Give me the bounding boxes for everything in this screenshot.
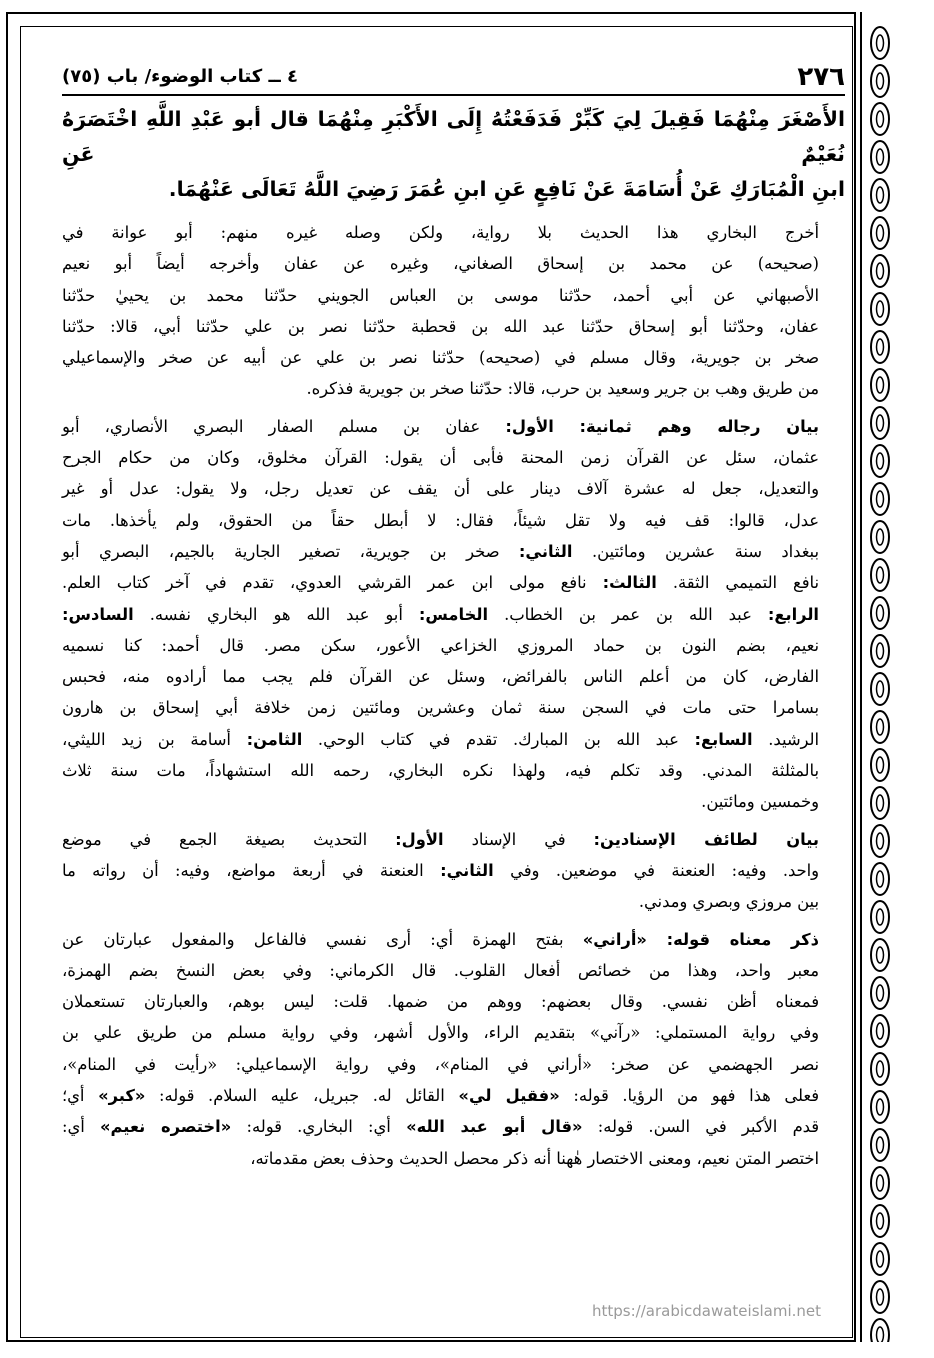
ornament-link bbox=[871, 863, 889, 895]
commentary-body bbox=[62, 217, 845, 1174]
text-run: والتعديل، جعل له عشرة آلاف دينار على أن يقف عن تعديل رجل، ولا يقول: عدل أو غير bbox=[62, 479, 819, 499]
ornament-link bbox=[871, 407, 889, 439]
text-run: عثمان، سئل عن القرآن زمن المحنة فأبى أن يقول: القرآن مخلوق، وكان من حكام الجرح bbox=[62, 448, 819, 468]
text-run: بالمثلثة المدني. وقد تكلم فيه، ولهذا نكره البخاري، رحمه الله استشهاداً، مات سنة ثلاث bbox=[62, 761, 819, 781]
ornament-link bbox=[871, 255, 889, 287]
text-run: نافع مولى ابن عمر القرشي العدوي، تقدم في آخر كتاب العلم. bbox=[62, 573, 603, 593]
ornament-link bbox=[871, 1205, 889, 1237]
hadith-line: الأَصْغَرَ مِنْهُمَا فَقِيلَ لِيَ كَبِّرْ فَدَفَعْتُهُ إِلَى الأَكْبَرِ مِنْهُمَا قال أبو عَبْدِ اللَّهِ اخْتَصَرَهُ نُعَيْمٌ عَنِ bbox=[62, 107, 845, 166]
text-line bbox=[62, 217, 845, 248]
bold-term: «اختصره نعيم» bbox=[100, 1117, 232, 1137]
ornament-link bbox=[871, 483, 889, 515]
ornament-link bbox=[871, 711, 889, 743]
text-line bbox=[62, 373, 845, 404]
ornament-link bbox=[871, 27, 889, 59]
text-line bbox=[62, 1080, 845, 1111]
bold-term: الثامن: bbox=[246, 729, 303, 749]
bold-term: بيان لطائف الإسنادين: bbox=[593, 829, 819, 849]
text-run: أي: البخاري. قوله: bbox=[231, 1117, 407, 1137]
text-run: التحديث بصيغة الجمع في موضع bbox=[62, 829, 396, 849]
text-line bbox=[62, 692, 845, 723]
text-run: أي: bbox=[62, 1117, 101, 1137]
text-run: أخرج البخاري هذا الحديث بلا رواية، ولكن وصله غيره منهم: أبو عوانة في bbox=[62, 223, 819, 242]
text-line bbox=[62, 411, 845, 442]
ornament-link bbox=[871, 521, 889, 553]
text-run: فمعناه أظن نفسي. وقال بعضهم: ووهم من ضمها. قلت: ليس بوهم، والعبارتان تستعملان bbox=[62, 992, 819, 1012]
text-line bbox=[62, 1111, 845, 1142]
bold-term: الخامس: bbox=[418, 604, 489, 624]
text-run: في الإسناد bbox=[443, 829, 594, 849]
ornament-link bbox=[871, 141, 889, 173]
text-line bbox=[62, 505, 845, 536]
text-line bbox=[62, 924, 845, 955]
text-line bbox=[62, 567, 845, 598]
ornament-link bbox=[871, 673, 889, 705]
text-line bbox=[62, 599, 845, 630]
ornament-link bbox=[871, 1281, 889, 1313]
ornament-link bbox=[871, 217, 889, 249]
text-run: أي؛ bbox=[62, 1086, 99, 1106]
text-line bbox=[62, 986, 845, 1017]
text-run: بين مروزي وبصري ومدني. bbox=[638, 892, 819, 912]
ornament-link bbox=[871, 331, 889, 363]
ornament-link bbox=[871, 1243, 889, 1275]
hadith-line: ابنِ الْمُبَارَكِ عَنْ أُسَامَةَ عَنْ نَافِعٍ عَنِ ابنِ عُمَرَ رَضِيَ اللَّهُ تَعَالَى عَنْهُمَا. bbox=[168, 177, 845, 201]
text-run: القائل له. جبريل، عليه السلام. قوله: bbox=[145, 1086, 459, 1106]
ornament-link bbox=[871, 103, 889, 135]
bold-term: الأول: bbox=[505, 416, 554, 436]
ornament-link bbox=[871, 1053, 889, 1085]
text-line bbox=[62, 442, 845, 473]
bold-term: السادس: bbox=[62, 604, 134, 624]
text-run: أبو عبد الله هو البخاري نفسه. bbox=[133, 604, 419, 624]
ornament-link bbox=[871, 749, 889, 781]
bold-term: السابع: bbox=[694, 729, 753, 749]
text-run: عبد الله بن عمر بن الخطاب. bbox=[488, 604, 768, 624]
text-line bbox=[62, 473, 845, 504]
bold-term: «قال أبو عبد الله» bbox=[406, 1117, 583, 1137]
text-run: العنعنة في أربعة مواضع، وفيه: أن رواته ما bbox=[62, 860, 441, 880]
ornament-link bbox=[871, 1167, 889, 1199]
text-run: عبد الله بن المبارك. تقدم في كتاب الوحي. bbox=[302, 729, 695, 749]
page-number: ٢٧٦ bbox=[797, 62, 845, 92]
ornament-link bbox=[871, 1129, 889, 1161]
text-run: بسامرا حتى مات في السجن سنة ثمان وعشرين ومائتين زمن خلافة أبي إسحاق بن هارون bbox=[62, 698, 819, 718]
bold-term: «فقيل لي» bbox=[458, 1086, 560, 1106]
ornament-link bbox=[871, 559, 889, 591]
watermark: https://arabicdawateislami.net bbox=[592, 1302, 822, 1320]
hadith-text bbox=[62, 102, 845, 207]
page-content bbox=[62, 58, 845, 1328]
text-run: ببغداد سنة عشرين ومائتين. bbox=[572, 541, 819, 561]
paragraph bbox=[62, 411, 845, 818]
bold-term: الثاني: bbox=[440, 860, 494, 880]
ornament-link bbox=[871, 597, 889, 629]
text-line bbox=[62, 955, 845, 986]
ornament-link bbox=[871, 1319, 889, 1342]
bold-term: بيان رجاله وهم ثمانية: bbox=[553, 416, 819, 436]
ornament-link bbox=[871, 977, 889, 1009]
text-line bbox=[62, 342, 845, 373]
ornament-link bbox=[871, 901, 889, 933]
text-run: الرشيد. bbox=[752, 729, 820, 749]
text-run: اختصر المتن نعيم، ومعنى الاختصار هٰهنا أنه ذكر محصل الحديث وحذف بعض مقدماته، bbox=[250, 1148, 819, 1168]
bold-term: الرابع: bbox=[767, 604, 820, 624]
text-run: من طريق وهب بن جرير وسعيد بن حرب، قالا: حدّثنا صخر بن جويرية فذكره. bbox=[306, 379, 819, 399]
bold-term: الثالث: bbox=[602, 573, 657, 593]
text-run: نصر الجهضمي عن صخر: «أراني في المنام»، وفي رواية الإسماعيلي: «رأيت في المنام»، bbox=[62, 1054, 819, 1074]
text-run: الفارض، كان من أعلم الناس بالفرائض، وسئل عن القرآن فلم يجب مما أرادوه منه، فحبس bbox=[62, 667, 819, 687]
bold-term: الثاني: bbox=[518, 541, 573, 561]
paragraph bbox=[62, 824, 845, 918]
text-run: صخر بن جويرية، تصغير الجارية بالجيم، البصري أبو bbox=[62, 541, 519, 561]
text-line bbox=[62, 824, 845, 855]
ornament-link bbox=[871, 825, 889, 857]
text-run: عفان بن مسلم الصفار البصري الأنصاري، أبو bbox=[62, 416, 506, 436]
ornament-link bbox=[871, 179, 889, 211]
text-line bbox=[62, 755, 845, 786]
text-line bbox=[62, 724, 845, 755]
text-run: فعلى هذا فهو من الرؤيا. قوله: bbox=[559, 1086, 819, 1106]
text-line bbox=[62, 1143, 845, 1174]
text-line bbox=[62, 1049, 845, 1080]
text-line bbox=[62, 280, 845, 311]
text-run: عفان، وحدّثنا أبو إسحاق حدّثنا عبد الله بن قحطبة حدّثنا نصر بن علي حدّثنا أبي، قالا: حدّثنا bbox=[62, 316, 819, 336]
text-run: (صحيحه) عن محمد بن إسحاق الصغاني، وغيره عن عفان وأخرجه أيضاً أبو نعيم bbox=[62, 254, 819, 274]
text-run: بفتح الهمزة أي: أرى نفسي فالفاعل والمفعول عبارتان عن bbox=[62, 929, 583, 949]
bold-term: الأول: bbox=[395, 829, 444, 849]
text-line bbox=[62, 786, 845, 817]
text-run: الأصبهاني عن أبي أحمد، حدّثنا موسى بن العباس الجويني حدّثنا محمد بن يحييٰ حدّثنا bbox=[62, 285, 819, 305]
ornament-link bbox=[871, 369, 889, 401]
margin-ornament bbox=[858, 12, 928, 1342]
text-line bbox=[62, 886, 845, 917]
bold-term: ذكر معناه قوله: «أراني» bbox=[582, 929, 819, 949]
ornament-link bbox=[871, 445, 889, 477]
text-line bbox=[62, 855, 845, 886]
text-run: صخر بن جويرية، وقال مسلم في (صحيحه) حدّثنا نصر بن علي عن أبيه عن صخر والإسماعيلي bbox=[62, 348, 819, 368]
text-line bbox=[62, 661, 845, 692]
ornament-link bbox=[871, 1091, 889, 1123]
ornament-link bbox=[871, 787, 889, 819]
text-run: وفي رواية المستملي: «رآني» بتقديم الراء، والأول أشهر، وفي رواية مسلم من طريق علي بن bbox=[62, 1023, 819, 1043]
ornament-link bbox=[871, 635, 889, 667]
bold-term: «كبر» bbox=[98, 1086, 146, 1106]
paragraph bbox=[62, 924, 845, 1174]
text-line bbox=[62, 536, 845, 567]
text-run: عدل، قالوا: قف فيه ولا تقل شيئاً، فقال: لا أبطل حقاً من الحقوق، ولم يأخذها. مات bbox=[62, 510, 819, 530]
ornament-link bbox=[871, 939, 889, 971]
ornament-link bbox=[871, 293, 889, 325]
ornament-link bbox=[871, 1015, 889, 1047]
margin-ornament-strip bbox=[858, 12, 928, 1342]
text-run: معبر واحد، وهذا من خصائص أفعال القلوب. قال الكرماني: وفي بعض النسخ بضم الهمزة، bbox=[62, 960, 819, 980]
text-line bbox=[62, 311, 845, 342]
text-run: أسامة بن زيد الليثي، bbox=[62, 729, 247, 749]
text-run: نافع التميمي الثقة. bbox=[656, 573, 819, 593]
ornament-link bbox=[871, 65, 889, 97]
text-line bbox=[62, 630, 845, 661]
text-line bbox=[62, 1017, 845, 1048]
text-run: وخمسين ومائتين. bbox=[701, 792, 819, 812]
text-run: نعيم، بضم النون بن حماد المروزي الخزاعي الأعور، سكن مصر. قال أحمد: كنا نسميه bbox=[62, 635, 819, 655]
running-title: ٤ ــ كتاب الوضوء/ باب (٧٥) bbox=[62, 66, 299, 87]
text-line bbox=[62, 248, 845, 279]
text-run: قدم الأكبر في السن. قوله: bbox=[582, 1117, 819, 1137]
text-run: واحد. وفيه: العنعنة في موضعين. وفي bbox=[493, 860, 819, 880]
paragraph bbox=[62, 217, 845, 405]
page-header bbox=[62, 58, 845, 96]
